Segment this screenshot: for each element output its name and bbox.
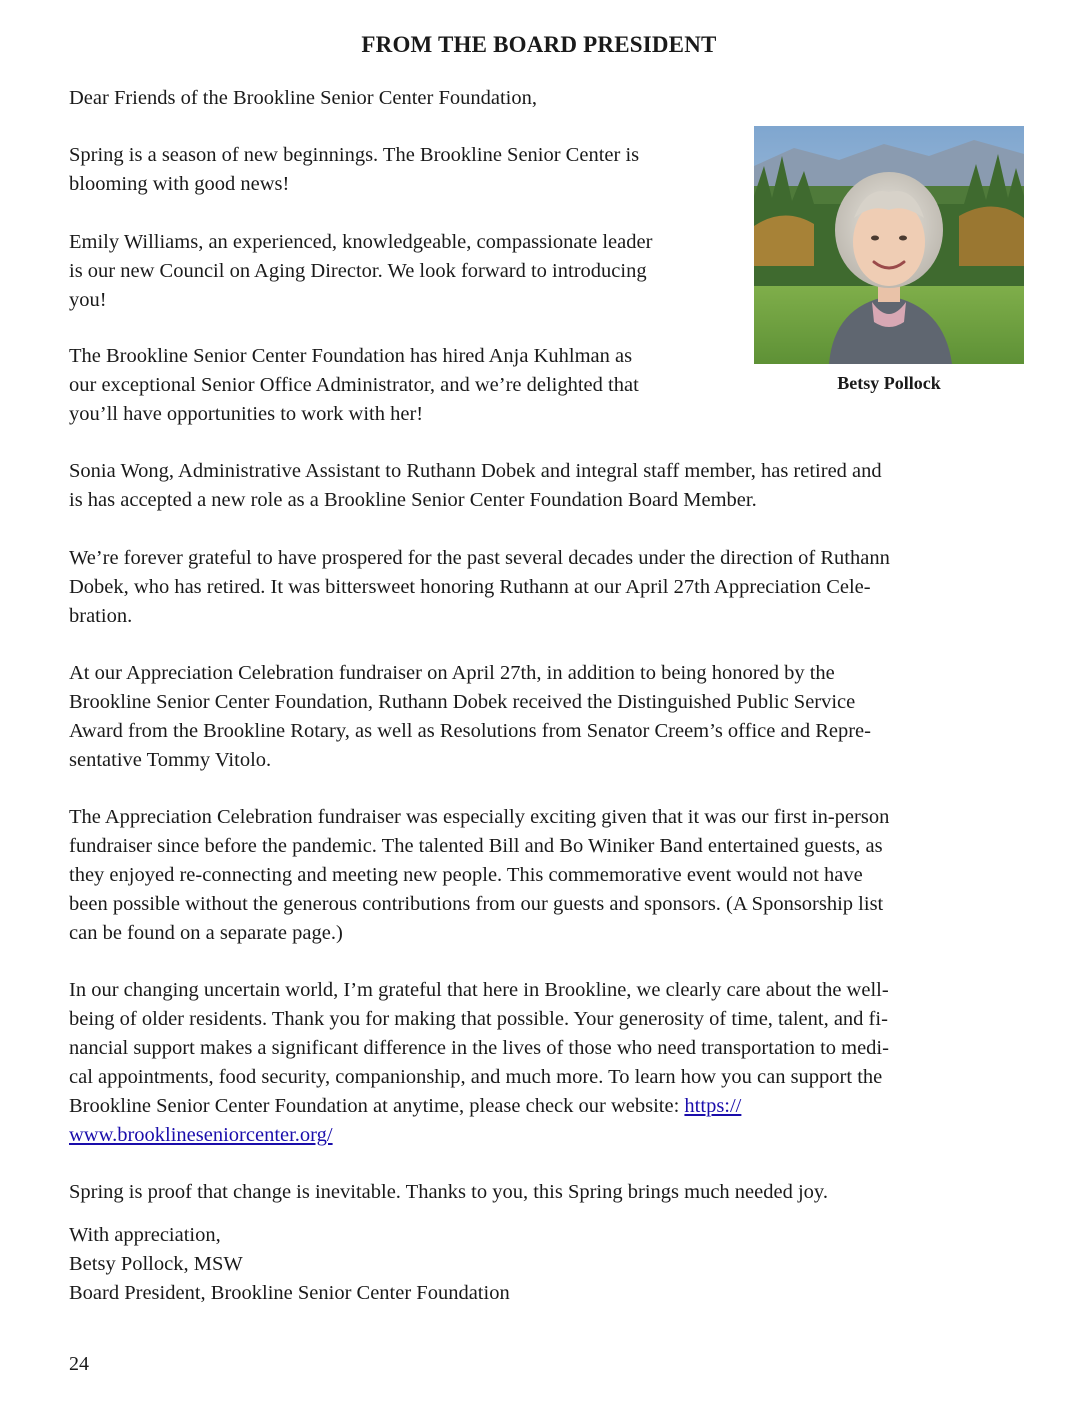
- signoff: [69, 1221, 1029, 1308]
- paragraph-fundraiser: The Appreciation Celebration fundraiser was especially exciting given that it was our first in-person fundraiser since before the pandemic. The talented Bill and Bo Winiker Band entertained guests, as they enjoyed re-connecting and meeting new people. This commemorative event would not have been possible without the generous contributions from our guests and sponsors. (A Sponsorship list can be found on a separate page.): [69, 806, 890, 944]
- page-title: FROM THE BOARD PRESIDENT: [361, 32, 717, 57]
- page-number: 24: [69, 1353, 89, 1375]
- signoff-role: Board President, Brookline Senior Center Foundation: [69, 1282, 510, 1304]
- paragraph-new-administrator: The Brookline Senior Center Foundation has hired Anja Kuhlman as our exceptional Senior Office Administrator, and we’re delighted that you’ll have opportunities to work with her!: [69, 345, 639, 425]
- paragraph-ruthann-dobek: We’re forever grateful to have prospered for the past several decades under the direction of Ruthann Dobek, who has retired. It was bittersweet honoring Ruthann at our April 27th Appreciation Cele- bration.: [69, 547, 890, 627]
- paragraph-sonia-wong: Sonia Wong, Administrative Assistant to Ruthann Dobek and integral staff member, has retired and is has accepted a new role as a Brookline Senior Center Foundation Board Member.: [69, 460, 882, 511]
- website-link[interactable]: https:// www.brooklineseniorcenter.org/: [69, 1095, 742, 1146]
- portrait-photo: [754, 126, 1024, 364]
- paragraph-support: In our changing uncertain world, I’m grateful that here in Brookline, we clearly care about the well- being of older residents. Thank you for making that possible. Your generosity of time, talent, and fi- nancial support makes a significant difference in the lives of those who need transportation to medi- cal appointments, food security, companionship, and much more. To learn how you can support the Brookline Senior Center Foundation at anytime, please check our website: https:// www.brooklineseniorcenter.org/: [69, 979, 889, 1146]
- paragraph-closing-thought: Spring is proof that change is inevitable. Thanks to you, this Spring brings much needed joy.: [69, 1181, 828, 1203]
- salutation: Dear Friends of the Brookline Senior Center Foundation,: [69, 87, 537, 109]
- photo-caption: Betsy Pollock: [837, 373, 941, 393]
- signoff-name: Betsy Pollock, MSW: [69, 1253, 243, 1275]
- paragraph-appreciation-celebration: At our Appreciation Celebration fundraiser on April 27th, in addition to being honored by the Brookline Senior Center Foundation, Ruthann Dobek received the Distinguished Public Service Award from the Brookline Rotary, as well as Resolutions from Senator Creem’s office and Repre- sentative Tommy Vitolo.: [69, 662, 871, 771]
- paragraph-spring-news: Spring is a season of new beginnings. The Brookline Senior Center is blooming with good news!: [69, 144, 640, 195]
- paragraph-new-director: Emily Williams, an experienced, knowledgeable, compassionate leader is our new Council on Aging Director. We look forward to introducing you!: [69, 231, 653, 311]
- signoff-closing: With appreciation,: [69, 1224, 221, 1246]
